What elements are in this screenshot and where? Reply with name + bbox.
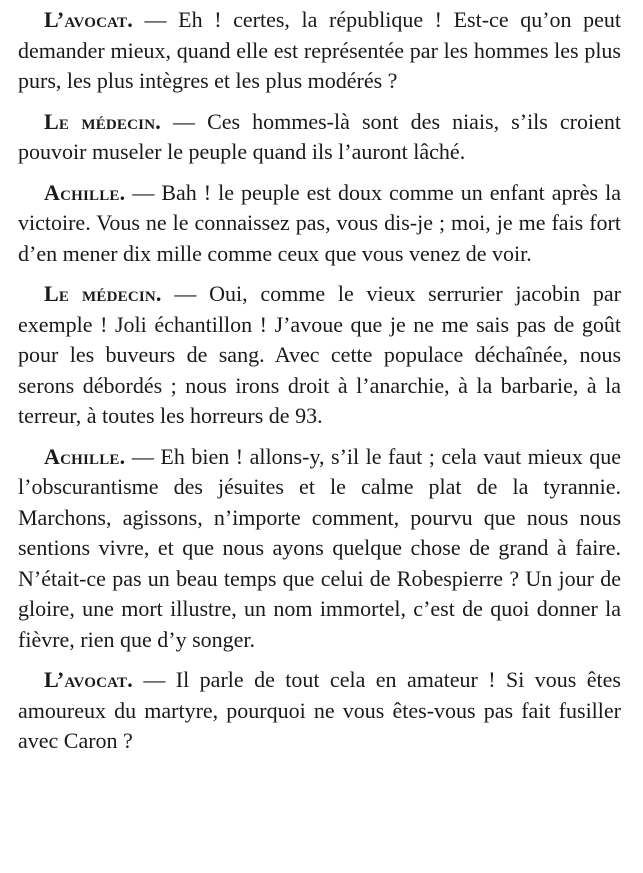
speaker-name: L’avocat. bbox=[44, 7, 133, 32]
speaker-name: L’avocat. bbox=[44, 667, 133, 692]
speaker-name: Achille. bbox=[44, 179, 126, 205]
dialogue-paragraph bbox=[18, 5, 621, 97]
speaker-name: Le médecin. bbox=[44, 281, 162, 306]
dialogue-text: — Oui, comme le vieux serrurier jacobin par exemple ! Joli échantillon ! J’avoue que je ne me sais pas de goût pour les buveurs de sang. Avec cette populace déchaînée, nous serons débordés ; nous irons droit à l’anarchie, à la barbarie, à la terreur, à toutes les horreurs de 93. bbox=[18, 281, 621, 428]
dialogue-paragraph bbox=[18, 442, 621, 656]
dialogue-text: — Eh ! certes, la république ! Est-ce qu’on peut demander mieux, quand elle est représentée par les hommes les plus purs, les plus intègres et les plus modérés ? bbox=[18, 7, 621, 93]
dialogue-text: — Bah ! le peuple est doux comme un enfant après la victoire. Vous ne le connaissez pas, vous dis-je ; moi, je me fais fort d’en mener dix mille comme ceux que vous venez de voir. bbox=[18, 179, 621, 266]
dialogue-text: — Ces hommes-là sont des niais, s’ils croient pouvoir museler le peuple quand ils l’auront lâché. bbox=[18, 108, 621, 164]
speaker-name: Le médecin. bbox=[44, 108, 161, 134]
dialogue-text: — Eh bien ! allons-y, s’il le faut ; cela vaut mieux que l’obscurantisme des jésuites et le calme plat de la tyrannie. Marchons, agissons, n’importe comment, pourvu que nous nous sentions vivre, et que nous ayons quelque chose de grand à faire. N’était-ce pas un beau temps que celui de Robespierre ? Un jour de gloire, une mort illustre, un nom immortel, c’est de quoi donner la fièvre, rien que d’y songer. bbox=[18, 443, 621, 652]
dialogue-paragraph bbox=[18, 665, 621, 757]
dialogue-paragraph bbox=[18, 279, 621, 432]
document-page bbox=[18, 5, 621, 767]
speaker-name: Achille. bbox=[44, 443, 126, 469]
dialogue-paragraph bbox=[18, 107, 621, 168]
dialogue-paragraph bbox=[18, 178, 621, 270]
dialogue-text: — Il parle de tout cela en amateur ! Si vous êtes amoureux du martyre, pourquoi ne vous êtes-vous pas fait fusiller avec Caron ? bbox=[18, 667, 621, 753]
